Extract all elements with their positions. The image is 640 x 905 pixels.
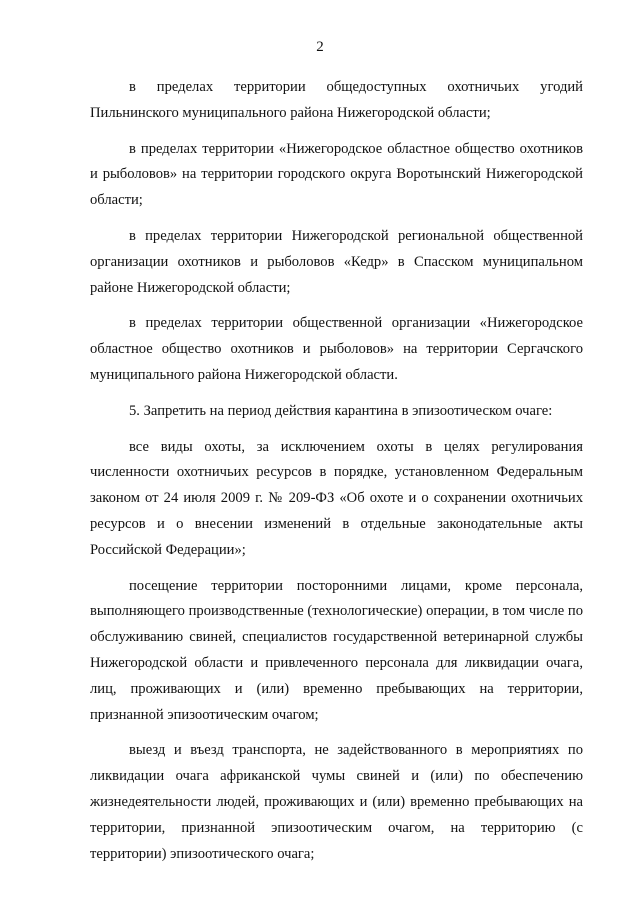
paragraph-kedr-organization: в пределах территории Нижегородской региональной общественной организации охотников и рыболовов «Кедр» в Спасском муниципальном районе Нижегородской области; xyxy=(90,227,583,296)
document-body xyxy=(90,75,583,877)
paragraph-transport-restriction: выезд и въезд транспорта, не задействованного в мероприятиях по ликвидации очага африканской чумы свиней и (или) по обеспечению жизнедеятельности людей, проживающих и (или) временно пребывающих на территории, признанной эпизоотическим очагом, на территорию (с территории) эпизоотического очага; xyxy=(90,742,583,862)
paragraph-item-5-prohibition: 5. Запретить на период действия карантина в эпизоотическом очаге: xyxy=(129,402,553,419)
paragraph-visitor-restriction: посещение территории посторонними лицами, кроме персонала, выполняющего производственные (технологические) операции, в том числе по обслуживанию свиней, специалистов государственной ветеринарной службы Нижегородской области и привлеченного персонала для ликвидации очага, лиц, проживающих и (или) временно пребывающих на территории, признанной эпизоотическим очагом; xyxy=(90,577,583,723)
paragraph-vorotynsky-society: в пределах территории «Нижегородское областное общество охотников и рыболовов» на территории городского округа Воротынский Нижегородской области; xyxy=(90,140,583,209)
paragraph-pilna-hunting-grounds: в пределах территории общедоступных охотничьих угодий Пильнинского муниципального района Нижегородской области; xyxy=(90,79,583,121)
page-number: 2 xyxy=(316,39,324,55)
paragraph-hunting-ban: все виды охоты, за исключением охоты в целях регулирования численности охотничьих ресурсов в порядке, установленном Федеральным законом от 24 июля 2009 г. № 209-ФЗ «Об охоте и о сохранении охотничьих ресурсов и о внесении изменений в отдельные законодательные акты Российской Федерации»; xyxy=(90,438,583,558)
paragraph-sergach-society: в пределах территории общественной организации «Нижегородское областное общество охотников и рыболовов» на территории Сергачского муниципального района Нижегородской области. xyxy=(90,315,583,383)
